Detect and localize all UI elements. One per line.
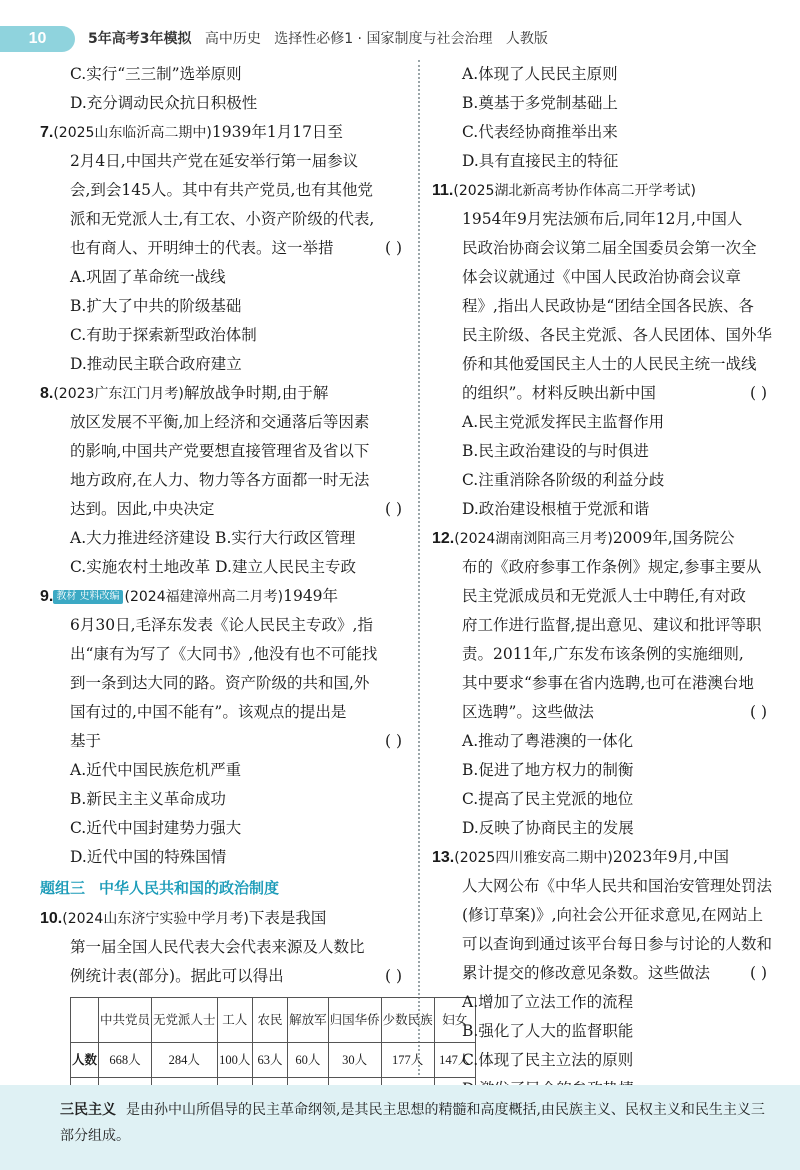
table-header-cell: 农民 xyxy=(252,998,287,1043)
q9-source: (2024福建漳州高二月考) xyxy=(124,589,284,605)
q6-option-c: C.实行“三三制”选举原则 xyxy=(70,65,242,83)
q8-options-cd[interactable]: C.实施农村土地改革 D.建立人民民主专政 xyxy=(70,558,356,576)
table-cell: 60人 xyxy=(288,1043,329,1078)
group-heading xyxy=(40,872,412,904)
question-13 xyxy=(432,843,777,1104)
q10-option-b[interactable]: B.奠基于多党制基础上 xyxy=(462,94,618,112)
q12-option-d[interactable]: D.反映了协商民主的发展 xyxy=(462,819,634,837)
q12-line-6: 其中要求“参事在省内选聘,也可在港澳台地 xyxy=(462,674,754,692)
question-8 xyxy=(40,379,412,582)
q9-line-2: 6月30日,毛泽东发表《论人民民主专政》,指 xyxy=(70,616,373,634)
q8-line-3: 的影响,中国共产党要想直接管理省及省以下 xyxy=(70,442,370,460)
q13-number: 13. xyxy=(432,849,455,866)
q11-line-4: 程》,指出人民政协是“团结全国各民族、各 xyxy=(462,297,754,315)
q12-line-1: 2009年,国务院公 xyxy=(612,529,735,547)
q7-option-c[interactable]: C.有助于探索新型政治体制 xyxy=(70,326,257,344)
group-label: 题组三 xyxy=(40,879,86,897)
right-column xyxy=(432,60,777,1104)
q12-answer-blank[interactable]: ( ) xyxy=(749,703,767,721)
table-header-cell: 妇女 xyxy=(434,998,475,1043)
q10-option-a[interactable]: A.体现了人民民主原则 xyxy=(462,65,618,83)
q8-options-ab[interactable]: A.大力推进经济建设 B.实行大行政区管理 xyxy=(70,529,356,547)
q10-line-2: 第一届全国人民代表大会代表来源及人数比 xyxy=(70,938,365,956)
q13-option-c[interactable]: C.体现了民主立法的原则 xyxy=(462,1051,634,1069)
q7-line-1: 1939年1月17日至 xyxy=(211,123,343,141)
q11-answer-blank[interactable]: ( ) xyxy=(749,384,767,402)
q7-option-d[interactable]: D.推动民主联合政府建立 xyxy=(70,355,242,373)
q11-source: (2025湖北新高考协作体高二开学考试) xyxy=(453,183,696,199)
q9-line-1: 1949年 xyxy=(283,587,339,605)
q11-option-b[interactable]: B.民主政治建设的与时俱进 xyxy=(462,442,649,460)
q13-line-1: 2023年9月,中国 xyxy=(612,848,730,866)
footer-note-box xyxy=(0,1085,800,1170)
q11-option-d[interactable]: D.政治建设根植于党派和谐 xyxy=(462,500,650,518)
q12-line-2: 布的《政府参事工作条例》规定,参事主要从 xyxy=(462,558,762,576)
table-header-cell: 中共党员 xyxy=(99,998,152,1043)
group-title: 中华人民共和国的政治制度 xyxy=(99,879,280,897)
subject-label: 高中历史 xyxy=(204,31,261,47)
q11-line-3: 体会议就通过《中国人民政治协商会议章 xyxy=(462,268,742,286)
table-header-row xyxy=(71,998,476,1043)
q10-line-3: 例统计表(部分)。据此可以得出 xyxy=(70,967,284,985)
running-head xyxy=(88,28,548,48)
q12-line-4: 府工作进行监督,提出意见、建议和批评等职 xyxy=(462,616,762,634)
table-row-label: 人数 xyxy=(71,1043,99,1078)
q7-line-2: 2月4日,中国共产党在延安举行第一届参议 xyxy=(70,152,359,170)
q13-option-a[interactable]: A.增加了立法工作的流程 xyxy=(462,993,634,1011)
q10-answer-blank[interactable]: ( ) xyxy=(384,967,402,985)
q13-line-5: 累计提交的修改意见条数。这些做法 xyxy=(462,964,711,982)
q9-option-b[interactable]: B.新民主主义革命成功 xyxy=(70,790,226,808)
q11-line-2: 民政治协商会议第二届全国委员会第一次全 xyxy=(462,239,757,257)
table-corner-cell xyxy=(71,998,99,1043)
page-number: 10 xyxy=(0,26,75,52)
table-cell: 63人 xyxy=(252,1043,287,1078)
q9-line-5: 国有过的,中国不能有”。该观点的提出是 xyxy=(70,703,347,721)
q7-line-4: 派和无党派人士,有工农、小资产阶级的代表, xyxy=(70,210,375,228)
q12-line-3: 民主党派成员和无党派人士中聘任,有对政 xyxy=(462,587,746,605)
q13-answer-blank[interactable]: ( ) xyxy=(749,964,767,982)
question-12 xyxy=(432,524,777,843)
q7-option-b[interactable]: B.扩大了中共的阶级基础 xyxy=(70,297,242,315)
q11-line-1: 1954年9月宪法颁布后,同年12月,中国人 xyxy=(462,210,743,228)
q11-option-c[interactable]: C.注重消除各阶级的利益分歧 xyxy=(462,471,665,489)
q13-line-2: 人大网公布《中华人民共和国治安管理处罚法 xyxy=(462,877,773,895)
table-cell: 668人 xyxy=(99,1043,152,1078)
question-10 xyxy=(40,904,471,1113)
footer-text: 是由孙中山所倡导的民主革命纲领,是其民主思想的精髓和高度概括,由民族主义、民权主义和民生主义三部分组成。 xyxy=(60,1102,765,1144)
table-cell: 100人 xyxy=(217,1043,252,1078)
q12-number: 12. xyxy=(432,530,455,547)
q10-option-c[interactable]: C.代表经协商推举出来 xyxy=(462,123,618,141)
footer-note xyxy=(60,1097,765,1149)
q12-option-a[interactable]: A.推动了粤港澳的一体化 xyxy=(462,732,634,750)
q12-option-c[interactable]: C.提高了民主党派的地位 xyxy=(462,790,634,808)
q13-source: (2025四川雅安高二期中) xyxy=(454,850,613,866)
q8-answer-blank[interactable]: ( ) xyxy=(384,500,402,518)
table-header-cell: 工人 xyxy=(217,998,252,1043)
q10-line-1: 下表是我国 xyxy=(248,909,327,927)
series-title: 5年高考3年模拟 xyxy=(88,31,192,47)
footer-term: 三民主义 xyxy=(60,1102,116,1118)
table-row xyxy=(71,1043,476,1078)
q6-option-d: D.充分调动民众抗日积极性 xyxy=(70,94,258,112)
table-cell: 177人 xyxy=(381,1043,434,1078)
q12-source: (2024湖南浏阳高三月考) xyxy=(454,531,613,547)
q11-option-a[interactable]: A.民主党派发挥民主监督作用 xyxy=(462,413,665,431)
q13-option-b[interactable]: B.强化了人大的监督职能 xyxy=(462,1022,634,1040)
q11-number: 11. xyxy=(432,182,454,199)
q7-option-a[interactable]: A.巩固了革命统一战线 xyxy=(70,268,226,286)
q9-line-6: 基于 xyxy=(70,732,102,750)
q9-number: 9. xyxy=(40,588,54,605)
q9-badge: 教材 史料改编 xyxy=(53,590,122,604)
q8-line-5: 达到。因此,中央决定 xyxy=(70,500,215,518)
q11-line-6: 侨和其他爱国民主人士的人民民主统一战线 xyxy=(462,355,757,373)
q7-number: 7. xyxy=(40,124,54,141)
q10-number: 10. xyxy=(40,910,63,927)
q11-line-5: 民主阶级、各民主党派、各人民团体、国外华 xyxy=(462,326,773,344)
table-cell: 284人 xyxy=(152,1043,218,1078)
q9-line-4: 到一条到达大同的路。资产阶级的共和国,外 xyxy=(70,674,370,692)
q10-option-d[interactable]: D.具有直接民主的特征 xyxy=(462,152,619,170)
q7-source: (2025山东临沂高二期中) xyxy=(53,125,212,141)
q13-line-3: (修订草案)》,向社会公开征求意见,在网站上 xyxy=(462,906,763,924)
page-header xyxy=(0,0,800,50)
q8-line-1: 解放战争时期,由于解 xyxy=(183,384,329,402)
q8-line-2: 放区发展不平衡,加上经济和交通落后等因素 xyxy=(70,413,370,431)
q11-line-7: 的组织”。材料反映出新中国 xyxy=(462,384,656,402)
table-cell: 147人 xyxy=(434,1043,475,1078)
q8-line-4: 地方政府,在人力、物力等各方面都一时无法 xyxy=(70,471,370,489)
table-header-cell: 无党派人士 xyxy=(152,998,218,1043)
q8-number: 8. xyxy=(40,385,54,402)
q9-option-d[interactable]: D.近代中国的特殊国情 xyxy=(70,848,227,866)
q8-source: (2023广东江门月考) xyxy=(53,386,184,402)
edition-label: 人教版 xyxy=(505,31,548,47)
q12-line-5: 责。2011年,广东发布该条例的实施细则, xyxy=(462,645,744,663)
q12-line-7: 区选聘”。这些做法 xyxy=(462,703,594,721)
q10-source: (2024山东济宁实验中学月考) xyxy=(62,911,249,927)
question-11 xyxy=(432,176,777,524)
q9-option-a[interactable]: A.近代中国民族危机严重 xyxy=(70,761,242,779)
q9-option-c[interactable]: C.近代中国封建势力强大 xyxy=(70,819,242,837)
q9-line-3: 出“康有为写了《大同书》,他没有也不可能找 xyxy=(70,645,378,663)
table-cell: 30人 xyxy=(328,1043,381,1078)
q7-answer-blank[interactable]: ( ) xyxy=(384,239,402,257)
question-9 xyxy=(40,582,412,872)
q7-line-5: 也有商人、开明绅士的代表。这一举措 xyxy=(70,239,334,257)
q13-line-4: 可以查询到通过该平台每日参与讨论的人数和 xyxy=(462,935,773,953)
table-header-cell: 解放军 xyxy=(288,998,329,1043)
q9-answer-blank[interactable]: ( ) xyxy=(384,732,402,750)
book-title: 选择性必修1 · 国家制度与社会治理 xyxy=(274,31,493,47)
table-header-cell: 少数民族 xyxy=(381,998,434,1043)
column-divider xyxy=(418,60,420,1075)
question-7 xyxy=(40,118,412,379)
q7-line-3: 会,到会145人。其中有共产党员,也有其他党 xyxy=(70,181,373,199)
q12-option-b[interactable]: B.促进了地方权力的制衡 xyxy=(462,761,634,779)
table-header-cell: 归国华侨 xyxy=(328,998,381,1043)
